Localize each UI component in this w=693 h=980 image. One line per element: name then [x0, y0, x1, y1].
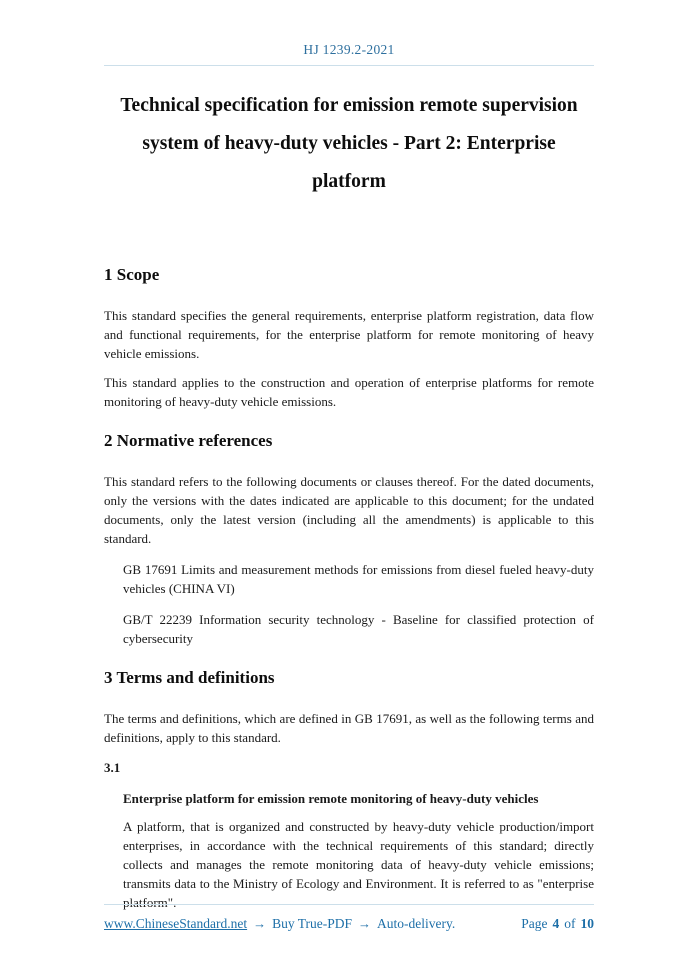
document-title-line2: system of heavy-duty vehicles - Part 2: Enterprise platform — [142, 133, 556, 192]
terms-intro-paragraph: The terms and definitions, which are defined in GB 17691, as well as the following terms and definitions, apply to this standard. — [104, 711, 594, 745]
scope-paragraph-1: This standard specifies the general requirements, enterprise platform registration, data flow and functional requirements, for the enterprise platform for remote monitoring of heavy vehicle emissions. — [104, 308, 594, 361]
reference-gb-17691: GB 17691 Limits and measurement methods for emissions from diesel fueled heavy-duty vehicles (CHINA VI) — [123, 562, 594, 596]
document-body — [104, 265, 594, 912]
header-divider — [104, 65, 594, 66]
normative-references-paragraph: This standard refers to the following documents or clauses thereof. For the dated documents, only the versions with the dates indicated are applicable to this document; for the undated documents, only the latest version (including all the amendments) is applicable to this standard. — [104, 474, 594, 546]
term-name: Enterprise platform for emission remote monitoring of heavy-duty vehicles — [123, 791, 539, 806]
term-number: 3.1 — [104, 760, 121, 775]
chinesestandard-link[interactable]: www.ChineseStandard.net — [104, 916, 248, 931]
of-label: of — [564, 916, 576, 931]
reference-gbt-22239: GB/T 22239 Information security technology - Baseline for classified protection of cybersecurity — [123, 612, 594, 646]
standard-code: HJ 1239.2-2021 — [303, 42, 395, 57]
term-definition: A platform, that is organized and constructed by heavy-duty vehicle production/import enterprises, in accordance with the technical requirements of this standard; directly collects and manages the remote monitoring data of heavy-duty vehicle emissions; transmits data to the Ministry of Ecology and Environment. It is referred to as "enterprise platform". — [123, 819, 594, 910]
section-heading-terms-definitions: 3 Terms and definitions — [104, 668, 275, 687]
page-indicator — [521, 916, 594, 932]
document-title — [104, 87, 594, 201]
auto-delivery-label: Auto-delivery. — [377, 916, 456, 931]
arrow-right-icon: → — [253, 916, 267, 931]
total-page-number: 10 — [580, 916, 594, 931]
arrow-right-icon: → — [358, 916, 372, 931]
section-heading-scope: 1 Scope — [104, 265, 160, 284]
page-footer — [104, 904, 594, 932]
buy-true-pdf-label: Buy True-PDF — [272, 916, 353, 931]
page-header — [104, 0, 594, 66]
section-heading-normative-references: 2 Normative references — [104, 431, 273, 450]
scope-paragraph-2: This standard applies to the construction and operation of enterprise platforms for remote monitoring of heavy-duty vehicle emissions. — [104, 375, 594, 409]
document-title-line1: Technical specification for emission remote supervision — [120, 95, 578, 116]
footer-left — [104, 916, 455, 932]
page-label: Page — [521, 916, 548, 931]
current-page-number: 4 — [552, 916, 560, 931]
